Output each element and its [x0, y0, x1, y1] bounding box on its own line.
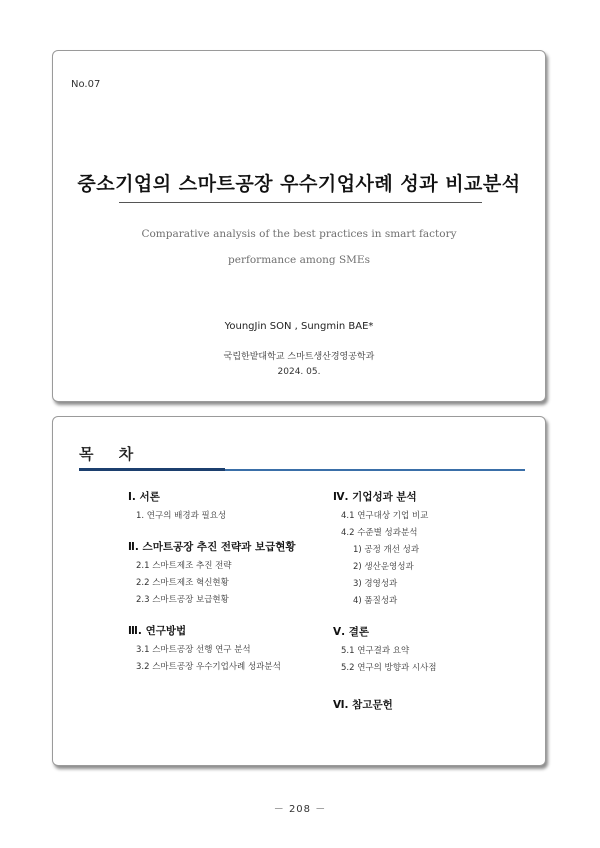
toc-section-title: Ⅳ. 기업성과 분석 [333, 491, 417, 503]
toc-section-title: Ⅵ. 참고문헌 [333, 699, 393, 711]
toc-item: 5.2 연구의 방향과 시사점 [341, 663, 437, 673]
page-number: － 208 － [273, 804, 327, 815]
toc-column-right [333, 489, 437, 716]
toc-section-1 [128, 489, 296, 525]
authors: YoungJin SON , Sungmin BAE* [224, 321, 374, 332]
toc-item: 4.1 연구대상 기업 비교 [341, 511, 429, 521]
toc-section-title: Ⅰ. 서론 [128, 491, 160, 503]
toc-section-title: Ⅴ. 결론 [333, 626, 370, 638]
toc-rule-dark [79, 468, 225, 471]
toc-subitem: 3) 경영성과 [353, 579, 398, 589]
toc-section-2 [128, 539, 296, 609]
toc-item: 2.1 스마트제조 추진 전략 [136, 561, 232, 571]
toc-rule-light [225, 469, 525, 471]
toc-item: 2.2 스마트제조 혁신현황 [136, 578, 229, 588]
toc-item: 3.2 스마트공장 우수기업사례 성과분석 [136, 662, 281, 672]
publication-date: 2024. 05. [277, 367, 321, 377]
toc-section-title: Ⅱ. 스마트공장 추진 전략과 보급현황 [128, 541, 296, 553]
title-divider [119, 202, 482, 203]
toc-item: 5.1 연구결과 요약 [341, 646, 410, 656]
toc-item: 3.1 스마트공장 선행 연구 분석 [136, 645, 251, 655]
affiliation: 국립한밭대학교 스마트생산경영공학과 [223, 352, 375, 362]
toc-subitem: 4) 품질성과 [353, 596, 398, 606]
toc-section-4 [333, 489, 437, 610]
toc-subitem: 1) 공정 개선 성과 [353, 545, 420, 555]
document-title: 중소기업의 스마트공장 우수기업사례 성과 비교분석 [77, 173, 521, 195]
cover-panel [52, 50, 546, 402]
subtitle-line-2: performance among SMEs [228, 254, 370, 266]
table-of-contents-panel [52, 416, 546, 766]
toc-item: 1. 연구의 배경과 필요성 [136, 511, 227, 521]
toc-heading: 목 차 [79, 445, 144, 463]
toc-section-title: Ⅲ. 연구방법 [128, 625, 187, 637]
toc-column-left [128, 489, 296, 676]
toc-subitem: 2) 생산운영성과 [353, 562, 414, 572]
toc-item: 2.3 스마트공장 보급현황 [136, 595, 229, 605]
toc-section-3 [128, 623, 296, 676]
document-number: No.07 [71, 79, 101, 90]
english-subtitle [93, 221, 505, 273]
toc-section-5 [333, 624, 437, 677]
subtitle-line-1: Comparative analysis of the best practices in smart factory [141, 228, 457, 240]
toc-item: 4.2 수준별 성과분석 [341, 528, 418, 538]
toc-section-6 [333, 697, 437, 712]
